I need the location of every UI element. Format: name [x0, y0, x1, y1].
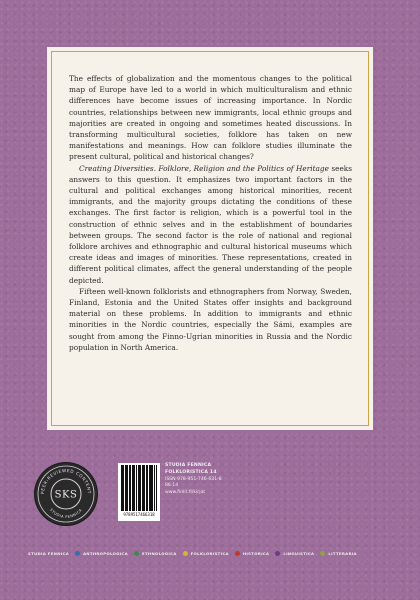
series-info	[165, 463, 222, 497]
seal-bottom-text: STUDIA FENNICA	[49, 507, 83, 520]
paragraph-3: Fifteen well-known folklorists and ethnographers from Norway, Sweden, Finland, Estonia and the United States offer insights and background material on these problems. In addition to immigrants and ethnic minorities in the Nordic countries, especially the Sámi, examples are sought from among the Finno-Ugrian minorities in Russia and the Nordic population in North America.	[69, 286, 352, 352]
sks-seal-logo	[35, 463, 97, 525]
text-panel	[47, 47, 373, 430]
website-url: www.finlit.fi/kirjat	[165, 490, 206, 496]
barcode-bars	[118, 463, 160, 511]
seal-center-text: SKS	[54, 489, 78, 501]
series-dot-icon	[235, 551, 240, 556]
series-label: ETHNOLOGICA	[142, 551, 177, 556]
barcode	[118, 463, 160, 521]
classification-text: 86.14	[165, 483, 179, 489]
series-dot-icon	[275, 551, 280, 556]
blurb-text	[69, 73, 352, 353]
series-label: HISTORICA	[242, 551, 270, 556]
seal-top-text: PEER-REVIEWED CONTENT	[39, 467, 93, 495]
series-dot-icon	[183, 551, 188, 556]
isbn-text: ISSN 978-951-746-631-8	[165, 476, 222, 482]
series-dot-icon	[134, 551, 139, 556]
series-title: STUDIA FENNICA	[165, 463, 212, 468]
panel-frame	[51, 51, 369, 426]
barcode-number: 9789517466318	[123, 512, 155, 517]
paragraph-2-text: seeks answers to this question. It emphasizes two important factors in the cultural and political exchanges among historical minorities, recent immigrants, and the majority groups dictating the conditions of these exchanges. The first factor is religion, which is a powerful tool in the construction of ethnic selves and in the establishment of boundaries between groups. The second factor is the role of national and regional folklore archives and ethnographic and cultural historical museums which create ideas and images of minorities. These representations, created in different political climates, affect the general understanding of the people depicted.	[69, 163, 353, 285]
series-dot-icon	[320, 551, 325, 556]
svg-text:STUDIA FENNICA	[49, 508, 83, 519]
series-subtitle: FOLKLORISTICA 14	[165, 469, 217, 475]
barcode-bar	[130, 465, 131, 511]
paragraph-1: The effects of globalization and the momentous changes to the political map of Europe have led to a world in which multiculturalism and ethnic differences have become issues of increasing importance. In Nordic countries, relationships between new immigrants, local ethnic groups and majorities are created in ongoing and sometimes heated discussions. In transforming multicultural societies, folklore has taken on new manifestations and meanings. How can folklore studies illuminate the present cultural, political and historical changes?	[69, 74, 352, 162]
barcode-bar	[147, 465, 148, 511]
series-strip	[28, 551, 398, 556]
series-label: LINGUISTICA	[283, 551, 315, 556]
barcode-bar	[136, 465, 137, 511]
barcode-bar	[144, 465, 145, 511]
series-label: ANTHROPOLOGICA	[83, 551, 128, 556]
book-title-italic: Creating Diversities. Folklore, Religion and the Politics of Heritage	[79, 163, 329, 173]
series-label: FOLKLORISTICA	[190, 551, 229, 556]
paragraph-2	[69, 163, 352, 286]
series-dot-icon	[75, 551, 80, 556]
series-label: STUDIA FENNICA	[28, 551, 69, 556]
barcode-bar	[127, 465, 128, 511]
series-label: LITTERARIA	[328, 551, 357, 556]
